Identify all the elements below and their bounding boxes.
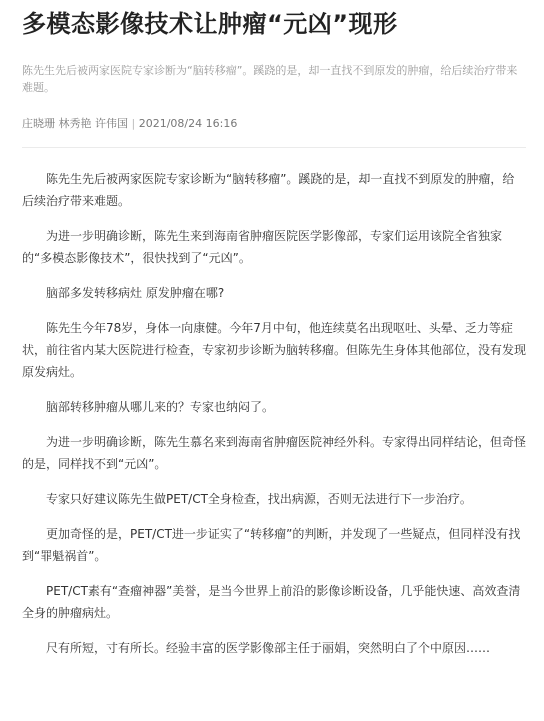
article-paragraph: 更加奇怪的是，PET/CT进一步证实了“转移瘤”的判断，并发现了一些疑点，但同样没有找到“罪魁祸首”。	[22, 527, 521, 563]
article-authors: 庄晓珊 林秀艳 许伟国	[22, 117, 128, 130]
article-title: 多模态影像技术让肿瘤“元凶”现形	[22, 10, 398, 38]
article-paragraph: 为进一步明确诊断，陈先生来到海南省肿瘤医院医学影像部，专家们运用该院全省独家的“多模态影像技术”，很快找到了“元凶”。	[22, 229, 503, 265]
meta-separator: |	[131, 117, 136, 130]
article-paragraph: 尺有所短，寸有所长。经验丰富的医学影像部主任于丽娟，突然明白了个中原因……	[46, 641, 491, 655]
article-paragraph: 陈先生先后被两家医院专家诊断为“脑转移瘤”。蹊跷的是，却一直找不到原发的肿瘤，给后续治疗带来难题。	[22, 172, 515, 208]
article-date: 2021/08/24 16:16	[138, 117, 238, 130]
article-paragraph: 为进一步明确诊断，陈先生慕名来到海南省肿瘤医院神经外科。专家得出同样结论，但奇怪的是，同样找不到“元凶”。	[22, 435, 527, 471]
article-paragraph: 脑部转移肿瘤从哪儿来的？专家也纳闷了。	[46, 400, 275, 414]
article-paragraph: 陈先生今年78岁，身体一向康健。今年7月中旬，他连续莫名出现呕吐、头晕、乏力等症状，前往省内某大医院进行检查，专家初步诊断为脑转移瘤。但陈先生身体其他部位，没有发现原发病灶。	[22, 321, 527, 379]
article-paragraph: 专家只好建议陈先生做PET/CT全身检查，找出病源，否则无法进行下一步治疗。	[46, 492, 472, 506]
article-subheading: 脑部多发转移病灶 原发肿瘤在哪?	[46, 286, 225, 300]
article-summary: 陈先生先后被两家医院专家诊断为“脑转移瘤”。蹊跷的是，却一直找不到原发的肿瘤，给后续治疗带来难题。	[22, 64, 518, 94]
meta-divider	[22, 147, 526, 148]
article-paragraph: PET/CT素有“查瘤神器”美誉，是当今世界上前沿的影像诊断设备，几乎能快速、高效查清全身的肿瘤病灶。	[22, 584, 521, 620]
article-meta	[22, 117, 526, 131]
article-body	[22, 168, 526, 659]
